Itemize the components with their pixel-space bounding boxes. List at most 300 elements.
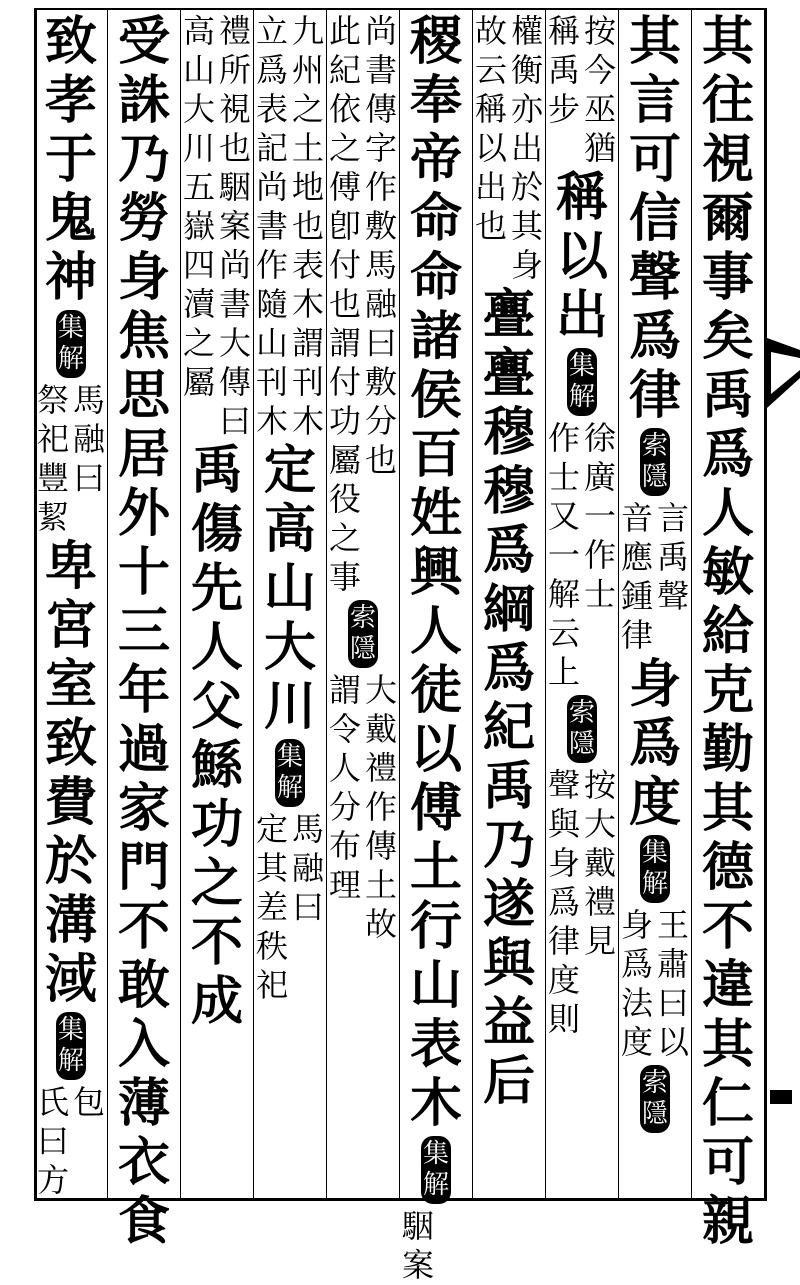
jijie-commentary-badge <box>421 1136 451 1204</box>
annotation-char: 令 <box>328 710 361 748</box>
annotation-char: 身 <box>620 906 653 944</box>
main-text-char: 定 <box>263 440 316 501</box>
annotation-char: 一 <box>583 497 616 535</box>
annotation-char: 此 <box>328 12 361 50</box>
main-text-char: 徒 <box>409 660 462 721</box>
annotation-char: 應 <box>620 538 653 576</box>
jijie-commentary-badge <box>640 835 670 903</box>
annotation-char: 付 <box>328 246 361 284</box>
annotation-char: 傅 <box>328 168 361 206</box>
annotation-char: 九 <box>291 12 324 50</box>
main-text-char: 宮 <box>44 595 97 656</box>
annotation-char: 律 <box>620 616 653 654</box>
annotation-char: 土 <box>291 129 324 167</box>
main-text-char: 山 <box>263 558 316 619</box>
main-text-char: 過 <box>117 719 170 780</box>
annotation-char: 戴 <box>583 844 616 882</box>
main-text-char: 鯀 <box>190 735 243 796</box>
annotation-char: 巫 <box>583 90 616 128</box>
main-text-char: 后 <box>482 1051 535 1112</box>
main-text-char: 亹 <box>482 284 535 345</box>
main-text-char: 矣 <box>701 306 754 367</box>
annotation-char: 卽 <box>328 207 361 245</box>
annotation-char: 肅 <box>656 945 689 983</box>
main-text-char: 食 <box>117 1191 170 1252</box>
main-text-char: 父 <box>190 676 243 737</box>
annotation-char: 之 <box>328 519 361 557</box>
main-text-char: 以 <box>409 719 462 780</box>
annotation-char: 一 <box>547 536 580 574</box>
annotation-char: 作 <box>364 788 397 826</box>
annotation-char: 馬 <box>364 246 397 284</box>
suoyin-commentary-badge <box>348 600 378 668</box>
main-text-char: 孝 <box>44 70 97 131</box>
interlinear-annotation <box>327 12 399 597</box>
annotation-char: 屬 <box>328 441 361 479</box>
interlinear-annotation <box>254 810 326 1005</box>
page-fold-mark <box>767 338 800 408</box>
annotation-char: 之 <box>182 324 215 362</box>
main-text-char: 爲 <box>482 520 535 581</box>
annotation-char: 馬 <box>72 381 105 419</box>
main-text-char: 亹 <box>482 343 535 404</box>
annotation-left-line <box>619 906 655 1062</box>
annotation-char: 云 <box>474 51 507 89</box>
annotation-left-line <box>254 810 290 1005</box>
annotation-char: 爲 <box>255 51 288 89</box>
annotation-char: 事 <box>328 558 361 596</box>
main-text-char: 薄 <box>117 1073 170 1134</box>
main-text-char: 不 <box>190 912 243 973</box>
annotation-char: 上 <box>547 653 580 691</box>
annotation-char: 土 <box>364 866 397 904</box>
annotation-char: 曰 <box>218 402 251 440</box>
badge-char: 集 <box>276 742 303 772</box>
annotation-char: 融 <box>291 849 324 887</box>
annotation-char: 曰 <box>72 459 105 497</box>
annotation-char: 禹 <box>656 538 689 576</box>
annotation-char: 作 <box>364 168 397 206</box>
main-text-char: 身 <box>117 247 170 308</box>
annotation-char: 步 <box>547 90 580 128</box>
interlinear-annotation <box>327 671 399 944</box>
annotation-char: 木 <box>291 285 324 323</box>
annotation-char: 按 <box>583 766 616 804</box>
main-text-char: 紀 <box>482 697 535 758</box>
annotation-char: 謂 <box>328 324 361 362</box>
annotation-char: 作 <box>547 419 580 457</box>
annotation-char: 身 <box>547 844 580 882</box>
text-column <box>399 11 473 1284</box>
interlinear-annotation <box>546 419 618 692</box>
annotation-char: 州 <box>291 51 324 89</box>
annotation-char: 案 <box>218 207 251 245</box>
main-text-char: 先 <box>190 558 243 619</box>
main-text-char: 木 <box>409 1073 462 1134</box>
main-text-char: 傅 <box>409 778 462 839</box>
interlinear-annotation <box>546 766 618 1039</box>
frame-top-border <box>34 8 767 10</box>
main-text-char: 成 <box>190 971 243 1032</box>
annotation-char: 謂 <box>291 324 324 362</box>
main-text-char: 鬼 <box>44 188 97 249</box>
badge-char: 隱 <box>641 1099 668 1129</box>
interlinear-annotation <box>546 12 618 168</box>
annotation-char: 屬 <box>182 363 215 401</box>
interlinear-annotation <box>473 12 545 285</box>
annotation-char: 駰 <box>218 168 251 206</box>
badge-char: 隱 <box>349 634 376 664</box>
main-text-char: 行 <box>409 896 462 957</box>
annotation-char: 曰 <box>36 1122 69 1160</box>
main-text-char: 致 <box>44 11 97 72</box>
main-text-char: 人 <box>409 601 462 662</box>
annotation-char: 所 <box>218 51 251 89</box>
annotation-char: 大 <box>218 324 251 362</box>
annotation-right-line <box>71 1083 107 1200</box>
annotation-char: 身 <box>510 246 543 284</box>
annotation-char: 字 <box>364 129 397 167</box>
annotation-char: 書 <box>364 51 397 89</box>
annotation-char: 大 <box>583 805 616 843</box>
annotation-char: 案 <box>401 1246 434 1284</box>
annotation-char: 故 <box>474 12 507 50</box>
main-text-char: 百 <box>409 424 462 485</box>
main-text-char: 受 <box>117 11 170 72</box>
main-text-char: 勤 <box>701 719 754 780</box>
main-text-char: 命 <box>409 247 462 308</box>
annotation-char: 大 <box>364 671 397 709</box>
annotation-char: 融 <box>72 420 105 458</box>
main-text-char: 律 <box>628 365 681 426</box>
annotation-char: 又 <box>547 497 580 535</box>
main-text-char: 益 <box>482 992 535 1053</box>
text-column <box>545 12 619 1198</box>
annotation-left-line <box>546 12 582 168</box>
main-text-char: 外 <box>117 483 170 544</box>
annotation-char: 木 <box>291 402 324 440</box>
annotation-char: 書 <box>255 207 288 245</box>
annotation-char: 解 <box>547 575 580 613</box>
annotation-right-line <box>655 906 691 1062</box>
annotation-char: 分 <box>364 402 397 440</box>
main-text-char: 高 <box>263 499 316 560</box>
badge-char: 解 <box>57 1046 84 1076</box>
annotation-left-line <box>619 499 655 655</box>
badge-char: 集 <box>641 838 668 868</box>
annotation-char: 尚 <box>364 12 397 50</box>
interlinear-annotation <box>400 1207 472 1285</box>
annotation-char: 付 <box>328 363 361 401</box>
text-column <box>472 12 546 1198</box>
annotation-char: 禮 <box>218 12 251 50</box>
main-text-char: 稱 <box>555 167 608 228</box>
annotation-char: 紀 <box>328 51 361 89</box>
main-text-char: 信 <box>628 188 681 249</box>
annotation-char: 隨 <box>255 285 288 323</box>
annotation-char: 作 <box>583 536 616 574</box>
badge-char: 隱 <box>641 462 668 492</box>
text-column <box>326 12 400 1198</box>
main-text-char: 諸 <box>409 306 462 367</box>
main-text-char: 奉 <box>409 70 462 131</box>
main-text-char: 身 <box>628 654 681 715</box>
main-text-char: 仁 <box>701 1073 754 1134</box>
main-text-char: 命 <box>409 188 462 249</box>
badge-char: 索 <box>641 1068 668 1098</box>
main-text-char: 勞 <box>117 188 170 249</box>
main-text-char: 帝 <box>409 129 462 190</box>
annotation-left-line <box>327 12 363 597</box>
badge-char: 解 <box>57 344 84 374</box>
annotation-char: 駰 <box>401 1207 434 1245</box>
annotation-char: 音 <box>620 499 653 537</box>
annotation-char: 徐 <box>583 419 616 457</box>
annotation-char: 表 <box>291 246 324 284</box>
annotation-char: 亦 <box>510 90 543 128</box>
main-text-char: 室 <box>44 654 97 715</box>
annotation-char: 表 <box>255 90 288 128</box>
annotation-char: 傳 <box>364 90 397 128</box>
main-text-char: 禹 <box>701 365 754 426</box>
annotation-char: 理 <box>328 866 361 904</box>
main-text-char: 視 <box>701 129 754 190</box>
main-text-char: 山 <box>409 955 462 1016</box>
main-text <box>410 12 462 1133</box>
main-text <box>629 12 681 425</box>
text-column <box>691 11 765 1252</box>
annotation-right-line <box>582 766 618 1039</box>
main-text-char: 十 <box>117 542 170 603</box>
main-text-char: 其 <box>701 11 754 72</box>
annotation-char: 出 <box>474 168 507 206</box>
main-text-char: 思 <box>117 365 170 426</box>
main-text-char: 卑 <box>44 536 97 597</box>
badge-char: 集 <box>422 1139 449 1169</box>
annotation-char: 書 <box>218 285 251 323</box>
main-text-char: 人 <box>701 483 754 544</box>
annotation-char: 傳 <box>364 827 397 865</box>
badge-char: 隱 <box>568 729 595 759</box>
main-text <box>118 12 170 1251</box>
interlinear-annotation <box>35 1083 107 1200</box>
text-column <box>180 12 254 1198</box>
annotation-char: 云 <box>547 614 580 652</box>
annotation-right-line <box>436 1207 472 1285</box>
annotation-char: 則 <box>547 1000 580 1038</box>
main-text-char: 乃 <box>117 129 170 190</box>
main-text-char: 爲 <box>628 713 681 774</box>
annotation-char: 於 <box>510 168 543 206</box>
annotation-char: 曰 <box>656 984 689 1022</box>
main-text-char: 親 <box>701 1191 754 1252</box>
annotation-char: 禮 <box>583 883 616 921</box>
main-text-char: 穆 <box>482 402 535 463</box>
main-text-char: 入 <box>117 1014 170 1075</box>
main-text <box>45 12 97 307</box>
text-column <box>34 12 108 1198</box>
annotation-left-line <box>35 1083 71 1200</box>
annotation-right-line <box>71 381 107 537</box>
main-text-char: 禹 <box>190 440 243 501</box>
annotation-char: 嶽 <box>182 207 215 245</box>
text-column <box>107 11 181 1252</box>
main-text-char: 于 <box>44 129 97 190</box>
annotation-char: 敷 <box>364 207 397 245</box>
main-text-char: 度 <box>628 772 681 833</box>
badge-char: 解 <box>641 869 668 899</box>
annotation-char: 尚 <box>255 168 288 206</box>
annotation-char: 衡 <box>510 51 543 89</box>
annotation-char: 見 <box>583 922 616 960</box>
annotation-char: 律 <box>547 922 580 960</box>
main-text <box>191 441 243 1031</box>
annotation-char: 權 <box>510 12 543 50</box>
annotation-char: 也 <box>291 207 324 245</box>
annotation-right-line <box>290 12 326 441</box>
main-text-char: 爲 <box>482 638 535 699</box>
annotation-char: 布 <box>328 827 361 865</box>
main-text-char: 誅 <box>117 70 170 131</box>
main-text-char: 稷 <box>409 11 462 72</box>
annotation-char: 五 <box>182 168 215 206</box>
annotation-char: 按 <box>583 12 616 50</box>
main-text-char: 其 <box>628 11 681 72</box>
main-text-char: 不 <box>701 896 754 957</box>
annotation-char: 祭 <box>36 381 69 419</box>
badge-char: 解 <box>422 1170 449 1200</box>
annotation-char: 爲 <box>620 945 653 983</box>
annotation-char: 也 <box>328 285 361 323</box>
annotation-char: 川 <box>182 129 215 167</box>
annotation-char: 秩 <box>255 927 288 965</box>
main-text-char: 之 <box>190 853 243 914</box>
annotation-char: 功 <box>328 402 361 440</box>
badge-char: 解 <box>276 773 303 803</box>
main-text-char: 往 <box>701 70 754 131</box>
main-text <box>45 537 97 1009</box>
badge-char: 集 <box>57 313 84 343</box>
main-text-char: 綱 <box>482 579 535 640</box>
main-text-char: 居 <box>117 424 170 485</box>
annotation-char: 分 <box>328 788 361 826</box>
annotation-char: 聲 <box>547 766 580 804</box>
jijie-commentary-badge <box>567 348 597 416</box>
annotation-right-line <box>509 12 545 285</box>
annotation-char: 差 <box>255 888 288 926</box>
main-text-char: 川 <box>263 676 316 737</box>
interlinear-annotation <box>619 499 691 655</box>
annotation-left-line <box>181 12 217 441</box>
text-column <box>253 12 327 1198</box>
annotation-char: 言 <box>656 499 689 537</box>
annotation-char: 方 <box>36 1161 69 1199</box>
annotation-right-line <box>217 12 253 441</box>
annotation-char: 猶 <box>583 129 616 167</box>
main-text-char: 功 <box>190 794 243 855</box>
main-text <box>629 655 681 832</box>
main-text-char: 衣 <box>117 1132 170 1193</box>
annotation-char: 役 <box>328 480 361 518</box>
annotation-char: 定 <box>255 810 288 848</box>
annotation-right-line <box>363 671 399 944</box>
badge-char: 索 <box>568 698 595 728</box>
main-text-char: 以 <box>555 226 608 287</box>
annotation-char: 聲 <box>656 577 689 615</box>
badge-char: 索 <box>641 431 668 461</box>
main-text-char: 傷 <box>190 499 243 560</box>
annotation-char: 稱 <box>547 12 580 50</box>
interlinear-annotation <box>619 906 691 1062</box>
annotation-left-line <box>546 766 582 1039</box>
annotation-char: 稱 <box>474 90 507 128</box>
annotation-char: 法 <box>620 984 653 1022</box>
main-text-char: 德 <box>701 837 754 898</box>
annotation-char: 故 <box>364 905 397 943</box>
main-text-char: 其 <box>701 778 754 839</box>
main-text-char: 爲 <box>701 424 754 485</box>
main-text <box>702 12 754 1251</box>
annotation-char: 與 <box>547 805 580 843</box>
main-text <box>264 441 316 736</box>
annotation-char: 氏 <box>36 1083 69 1121</box>
main-text-char: 出 <box>555 285 608 346</box>
main-text-char: 致 <box>44 713 97 774</box>
main-text-char: 神 <box>44 247 97 308</box>
annotation-char: 度 <box>547 961 580 999</box>
annotation-char: 馬 <box>291 810 324 848</box>
main-text-char: 聲 <box>628 247 681 308</box>
main-text-char: 其 <box>701 1014 754 1075</box>
main-text <box>483 285 535 1111</box>
main-text-char: 興 <box>409 542 462 603</box>
annotation-char: 立 <box>255 12 288 50</box>
annotation-char: 刊 <box>255 363 288 401</box>
annotation-char: 祀 <box>255 966 288 1004</box>
annotation-char: 禹 <box>547 51 580 89</box>
main-text-char: 溝 <box>44 890 97 951</box>
annotation-char: 木 <box>255 402 288 440</box>
annotation-char: 今 <box>583 51 616 89</box>
main-text <box>556 168 608 345</box>
annotation-char: 記 <box>255 129 288 167</box>
annotation-right-line <box>290 810 326 1005</box>
annotation-char: 曰 <box>364 324 397 362</box>
annotation-right-line <box>655 499 691 655</box>
annotation-char: 高 <box>182 12 215 50</box>
annotation-char: 也 <box>364 441 397 479</box>
annotation-char: 也 <box>474 207 507 245</box>
main-text-char: 姓 <box>409 483 462 544</box>
annotation-char: 大 <box>182 90 215 128</box>
main-text-char: 穆 <box>482 461 535 522</box>
page-edge-mark <box>770 1090 792 1104</box>
main-text-char: 不 <box>117 896 170 957</box>
annotation-char: 出 <box>510 129 543 167</box>
annotation-char: 之 <box>328 129 361 167</box>
annotation-char: 視 <box>218 90 251 128</box>
annotation-left-line <box>35 381 71 537</box>
annotation-char: 四 <box>182 246 215 284</box>
main-text-char: 焦 <box>117 306 170 367</box>
main-text-char: 事 <box>701 247 754 308</box>
annotation-left-line <box>400 1207 436 1285</box>
annotation-char: 謂 <box>328 671 361 709</box>
annotation-char: 人 <box>328 749 361 787</box>
annotation-char: 絜 <box>36 498 69 536</box>
annotation-char: 其 <box>510 207 543 245</box>
main-text-char: 與 <box>482 933 535 994</box>
